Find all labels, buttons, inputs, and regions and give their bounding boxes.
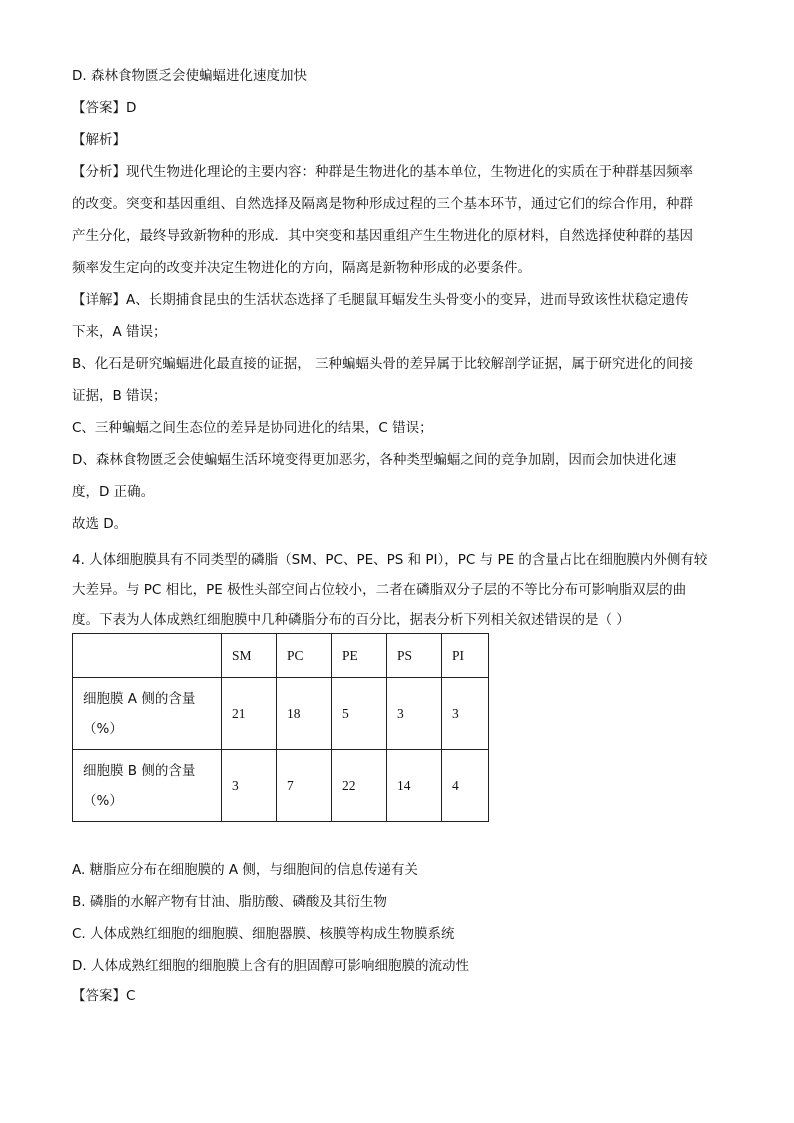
prev-answer: 【答案】D [72,100,137,116]
table-row-label [73,750,222,822]
row-label-line: 细胞膜 A 侧的含量 [83,690,196,707]
table-header-cell: PE [332,634,387,678]
option-a: A. 糖脂应分布在细胞膜的 A 侧，与细胞间的信息传递有关 [72,862,418,878]
phospholipid-table [72,633,489,822]
answer: 【答案】C [72,988,136,1004]
analysis-heading: 【解析】 [72,132,126,148]
question-line-2: 大差异。与 PC 相比，PE 极性头部空间占位较小，二者在磷脂双分子层的不等比分布可影响脂双层的曲 [72,582,687,598]
detail-line-2: 下来，A 错误； [72,324,167,340]
table-cell: 3 [387,678,442,750]
detail-line-5: C、三种蝙蝠之间生态位的差异是协同进化的结果，C 错误； [72,420,433,436]
option-b: B. 磷脂的水解产物有甘油、脂肪酸、磷酸及其衍生物 [72,894,387,910]
question-line-3: 度。下表为人体成熟红细胞膜中几种磷脂分布的百分比，据表分析下列相关叙述错误的是（ ） [72,612,630,628]
analysis-line-2: 的改变。突变和基因重组、自然选择及隔离是物种形成过程的三个基本环节，通过它们的综合作用，种群 [72,196,693,212]
table-header-row [73,634,489,678]
table-cell: 3 [222,750,277,822]
detail-line-4: 证据，B 错误； [72,388,167,404]
table-cell: 5 [332,678,387,750]
table-cell: 22 [332,750,387,822]
prev-option-d: D. 森林食物匮乏会使蝙蝠进化速度加快 [72,68,307,84]
detail-line-6: D、森林食物匮乏会使蝙蝠生活环境变得更加恶劣，各种类型蝙蝠之间的竞争加剧，因而会加快进化速 [72,452,677,468]
table-cell: 18 [277,678,332,750]
detail-line-1: 【详解】A、长期捕食昆虫的生活状态选择了毛腿鼠耳蝠发生头骨变小的变异，进而导致该性状稳定遗传 [72,292,689,308]
option-d: D. 人体成熟红细胞的细胞膜上含有的胆固醇可影响细胞膜的流动性 [72,958,469,974]
row-label-unit: （%） [83,792,123,809]
table-header-cell: PI [442,634,489,678]
table-row-label [73,678,222,750]
table-cell: 4 [442,750,489,822]
table-cell: 14 [387,750,442,822]
table-header-cell: SM [222,634,277,678]
analysis-line-4: 频率发生定向的改变并决定生物进化的方向，隔离是新物种形成的必要条件。 [72,260,531,276]
table-cell: 21 [222,678,277,750]
analysis-line-1: 【分析】现代生物进化理论的主要内容：种群是生物进化的基本单位，生物进化的实质在于种群基因频率 [72,164,693,180]
table-header-cell: PS [387,634,442,678]
question-line-1: 4. 人体细胞膜具有不同类型的磷脂（SM、PC、PE、PS 和 PI），PC 与 PE 的含量占比在细胞膜内外侧有较 [72,552,708,568]
detail-line-7: 度，D 正确。 [72,484,155,500]
conclusion: 故选 D。 [72,516,128,532]
table-header-cell: PC [277,634,332,678]
row-label-unit: （%） [83,720,123,737]
analysis-line-3: 产生分化，最终导致新物种的形成．其中突变和基因重组产生生物进化的原材料，自然选择使种群的基因 [72,228,693,244]
table-cell: 7 [277,750,332,822]
detail-line-3: B、化石是研究蝙蝠进化最直接的证据， 三种蝙蝠头骨的差异属于比较解剖学证据，属于研究进化的间接 [72,356,694,372]
table-row [73,678,489,750]
table-header-cell [73,634,222,678]
table-cell: 3 [442,678,489,750]
option-c: C. 人体成熟红细胞的细胞膜、细胞器膜、核膜等构成生物膜系统 [72,926,455,942]
table-row [73,750,489,822]
row-label-line: 细胞膜 B 侧的含量 [83,762,196,779]
